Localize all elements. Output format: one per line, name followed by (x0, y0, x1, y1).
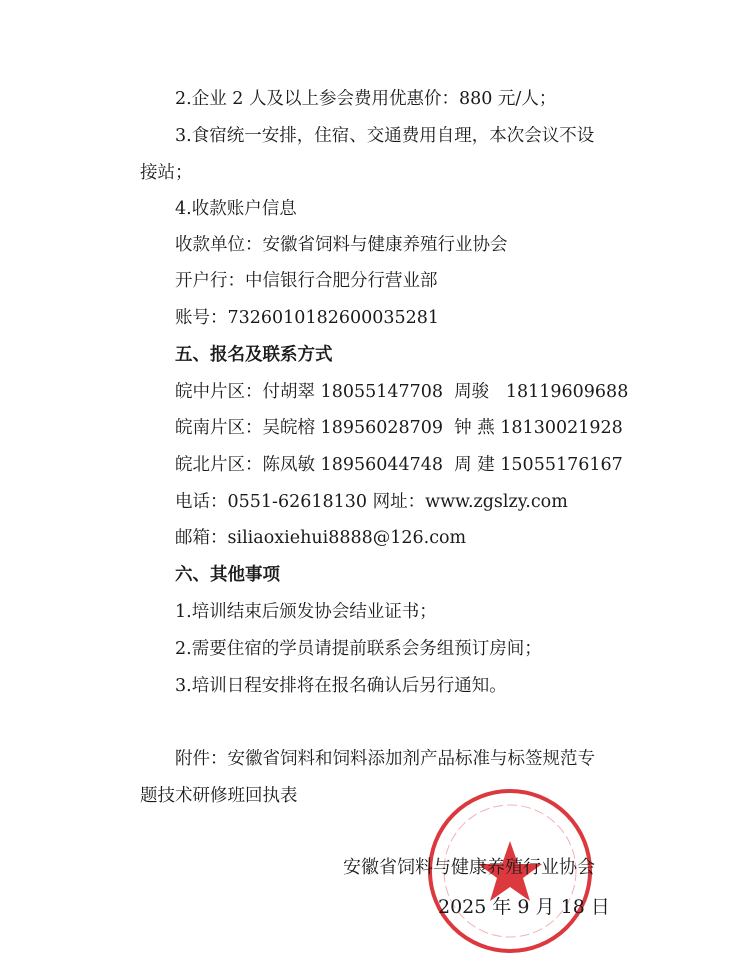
contact-line: 皖南片区：吴皖榕 18956028709 钟 燕 18130021928 (175, 418, 623, 438)
text-line: 4.收款账户信息 (175, 199, 297, 219)
section-heading: 五、报名及联系方式 (175, 345, 333, 365)
issue-date: 2025 年 9 月 18 日 (438, 896, 610, 918)
text-line: 1.培训结束后颁发协会结业证书； (175, 602, 437, 622)
contact-line: 皖北片区：陈凤敏 18956044748 周 建 15055176167 (175, 455, 623, 475)
text-line: 3.食宿统一安排，住宿、交通费用自理，本次会议不设 (175, 126, 595, 146)
text-line: 2.企业 2 人及以上参会费用优惠价：880 元/人； (175, 89, 557, 109)
section-heading: 六、其他事项 (175, 565, 280, 585)
text-line: 账号：7326010182600035281 (175, 308, 440, 328)
attachment-line: 题技术研修班回执表 (140, 786, 298, 806)
text-line: 收款单位：安徽省饲料与健康养殖行业协会 (175, 235, 508, 255)
contact-line: 电话：0551-62618130 网址：www.zgslzy.com (175, 492, 568, 512)
text-line: 2.需要住宿的学员请提前联系会务组预订房间； (175, 639, 542, 659)
email-line: 邮箱：siliaoxiehui8888@126.com (175, 528, 467, 548)
issuer-name: 安徽省饲料与健康养殖行业协会 (343, 857, 595, 878)
contact-line: 皖中片区：付胡翠 18055147708 周骏 18119609688 (175, 382, 629, 402)
text-line: 开户行：中信银行合肥分行营业部 (175, 271, 438, 291)
text-line: 接站； (140, 163, 193, 183)
attachment-line: 附件：安徽省饲料和饲料添加剂产品标准与标签规范专 (175, 749, 595, 769)
text-line: 3.培训日程安排将在报名确认后另行通知。 (175, 676, 507, 696)
